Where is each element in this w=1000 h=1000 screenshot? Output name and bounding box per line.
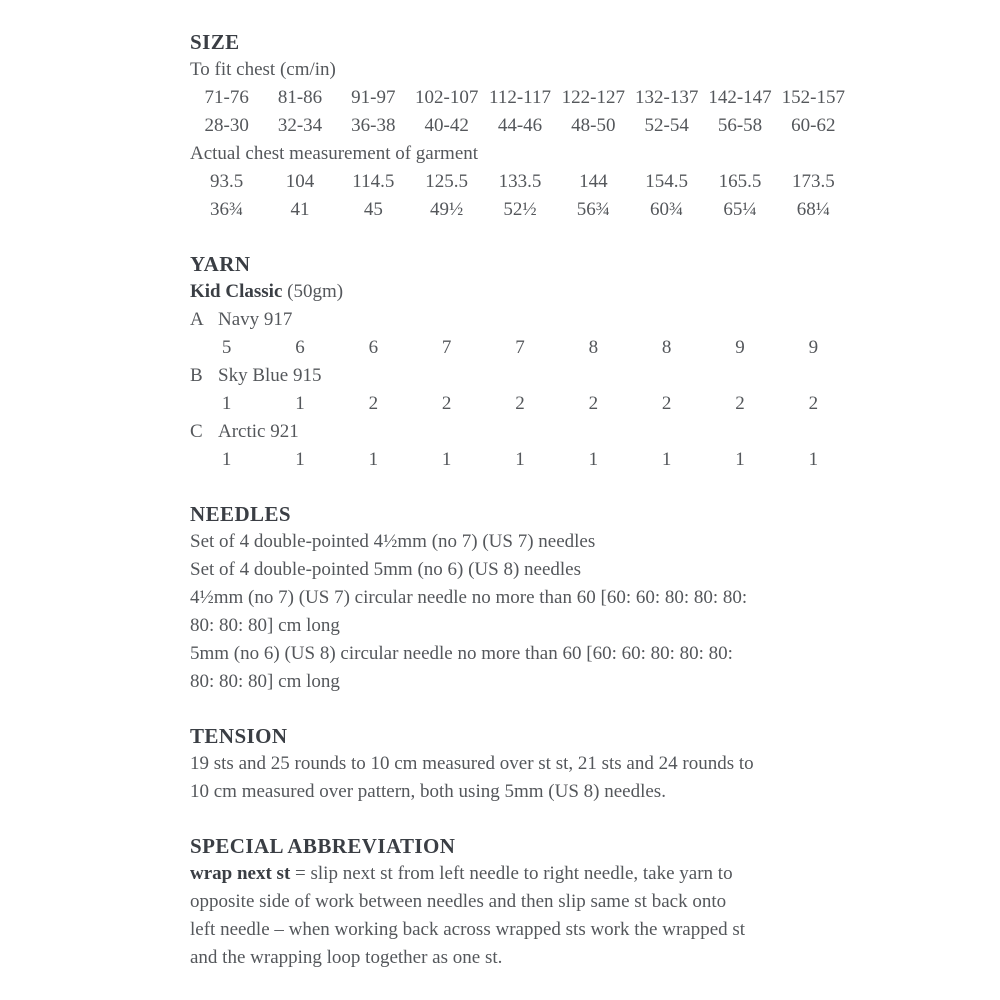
actual-chest-in-value: 41	[290, 199, 310, 220]
yarn-color-c-letter: C	[190, 421, 203, 442]
fit-chest-in-value: 44-46	[497, 115, 543, 136]
fit-chest-in-value: 28-30	[204, 115, 249, 136]
size-heading: SIZE	[190, 30, 240, 54]
tension-text-line: 10 cm measured over pattern, both using 5mm (US 8) needles.	[190, 781, 666, 802]
yarn-quantity-value: 8	[661, 337, 672, 358]
yarn-color-a-name: Navy 917	[218, 309, 293, 330]
yarn-quantity-value: 1	[221, 393, 232, 414]
yarn-quantity-value: 1	[588, 449, 599, 470]
actual-chest-cm-value: 144	[579, 171, 608, 192]
abbreviation-text-line: and the wrapping loop together as one st.	[190, 947, 503, 968]
yarn-quantity-value: 1	[661, 449, 672, 470]
yarn-quantity-value: 5	[221, 337, 232, 358]
yarn-quantity-value: 1	[735, 449, 745, 470]
tension-text	[190, 750, 870, 806]
yarn-color-c-name: Arctic 921	[218, 421, 299, 442]
special-abbreviation-section	[190, 832, 870, 972]
fit-chest-in-row	[190, 112, 850, 140]
yarn-quantity-value: 1	[441, 449, 452, 470]
fit-chest-cm-value: 91-97	[351, 87, 396, 108]
yarn-name: Kid Classic	[190, 281, 283, 302]
fit-chest-in-value: 56-58	[717, 115, 763, 136]
actual-chest-cm-value: 154.5	[645, 171, 689, 192]
size-section	[190, 28, 870, 224]
tension-heading: TENSION	[190, 724, 288, 748]
actual-chest-label: Actual chest measurement of garment	[190, 143, 479, 164]
yarn-quantity-value: 2	[735, 393, 745, 414]
yarn-color-a-label	[190, 306, 870, 334]
fit-chest-cm-value: 81-86	[277, 87, 323, 108]
abbreviation-definition-rest	[190, 888, 870, 972]
fit-chest-cm-value: 142-147	[708, 87, 772, 108]
yarn-quantity-value: 1	[295, 449, 305, 470]
fit-chest-in-value: 40-42	[424, 115, 469, 136]
fit-chest-cm-value: 112-117	[489, 87, 551, 108]
yarn-quantity-value: 1	[515, 449, 525, 470]
abbreviation-definition-first-line	[190, 860, 870, 888]
yarn-color-c-quantities-row	[190, 446, 850, 474]
actual-chest-in-value: 36¾	[210, 199, 244, 220]
tension-section	[190, 722, 870, 806]
yarn-heading: YARN	[190, 252, 251, 276]
fit-chest-in-value: 36-38	[351, 115, 396, 136]
needles-text-line: Set of 4 double-pointed 4½mm (no 7) (US 7) needles	[190, 531, 596, 552]
yarn-color-b-label	[190, 362, 870, 390]
actual-chest-in-value: 49½	[430, 199, 464, 220]
needles-section	[190, 500, 870, 696]
actual-chest-cm-value: 173.5	[791, 171, 835, 192]
needles-heading: NEEDLES	[190, 502, 291, 526]
yarn-quantity-value: 1	[368, 449, 379, 470]
fit-chest-in-value: 32-34	[277, 115, 323, 136]
yarn-quantity-value: 6	[295, 337, 305, 358]
actual-chest-cm-row	[190, 168, 850, 196]
yarn-quantity-value: 2	[588, 393, 599, 414]
needles-text-line: 80: 80: 80] cm long	[190, 615, 340, 636]
actual-chest-in-row	[190, 196, 850, 224]
needles-text-line: 4½mm (no 7) (US 7) circular needle no more than 60 [60: 60: 80: 80: 80:	[190, 587, 748, 608]
fit-chest-cm-value: 71-76	[204, 87, 249, 108]
needles-text	[190, 528, 870, 696]
actual-chest-cm-value: 165.5	[718, 171, 762, 192]
needles-text-line: Set of 4 double-pointed 5mm (no 6) (US 8) needles	[190, 559, 582, 580]
yarn-color-c-label	[190, 418, 870, 446]
actual-chest-in-value: 52½	[503, 199, 537, 220]
yarn-color-b-quantities-row	[190, 390, 850, 418]
yarn-quantity-value: 7	[441, 337, 452, 358]
yarn-quantity-value: 1	[295, 393, 305, 414]
actual-chest-cm-value: 93.5	[210, 171, 244, 192]
yarn-quantity-value: 9	[735, 337, 745, 358]
fit-chest-label: To fit chest (cm/in)	[190, 59, 336, 80]
special-abbreviation-heading: SPECIAL ABBREVIATION	[190, 834, 456, 858]
actual-chest-cm-value: 114.5	[352, 171, 395, 192]
yarn-quantity-value: 1	[221, 449, 232, 470]
yarn-quantity-value: 2	[441, 393, 452, 414]
yarn-color-b-letter: B	[190, 365, 203, 386]
yarn-name-line	[190, 278, 870, 306]
actual-chest-cm-value: 125.5	[425, 171, 469, 192]
actual-chest-in-value: 45	[363, 199, 383, 220]
fit-chest-cm-row	[190, 84, 850, 112]
yarn-color-a-letter: A	[190, 309, 204, 330]
yarn-quantity-value: 7	[515, 337, 525, 358]
needles-text-line: 5mm (no 6) (US 8) circular needle no more than 60 [60: 60: 80: 80: 80:	[190, 643, 733, 664]
yarn-quantity-value: 2	[515, 393, 525, 414]
abbreviation-text-line: left needle – when working back across wrapped sts work the wrapped st	[190, 919, 746, 940]
fit-chest-in-value: 60-62	[791, 115, 836, 136]
actual-chest-in-value: 68¼	[796, 199, 830, 220]
actual-chest-in-value: 60¾	[650, 199, 684, 220]
abbreviation-term: wrap next st	[190, 863, 291, 884]
tension-text-line: 19 sts and 25 rounds to 10 cm measured over st st, 21 sts and 24 rounds to	[190, 753, 754, 774]
yarn-quantity-value: 8	[588, 337, 599, 358]
yarn-quantity-value: 1	[808, 449, 819, 470]
fit-chest-cm-value: 102-107	[415, 87, 479, 108]
fit-chest-cm-value: 122-127	[561, 87, 625, 108]
yarn-quantity-value: 9	[808, 337, 819, 358]
yarn-color-b-name: Sky Blue 915	[218, 365, 322, 386]
fit-chest-cm-value: 132-137	[635, 87, 699, 108]
yarn-color-a-quantities-row	[190, 334, 850, 362]
abbreviation-definition-start: = slip next st from left needle to right needle, take yarn to	[290, 863, 733, 884]
actual-chest-in-value: 56¾	[576, 199, 610, 220]
fit-chest-cm-value: 152-157	[781, 87, 845, 108]
needles-text-line: 80: 80: 80] cm long	[190, 671, 340, 692]
yarn-quantity-value: 2	[368, 393, 379, 414]
yarn-weight-note: (50gm)	[282, 281, 344, 302]
actual-chest-in-value: 65¼	[723, 199, 757, 220]
yarn-quantity-value: 6	[368, 337, 379, 358]
yarn-quantity-value: 2	[808, 393, 819, 414]
fit-chest-in-value: 48-50	[571, 115, 616, 136]
abbreviation-text-line: opposite side of work between needles and then slip same st back onto	[190, 891, 727, 912]
fit-chest-in-value: 52-54	[644, 115, 689, 136]
actual-chest-cm-value: 104	[285, 171, 315, 192]
yarn-section	[190, 250, 870, 474]
actual-chest-cm-value: 133.5	[498, 171, 542, 192]
yarn-quantity-value: 2	[661, 393, 672, 414]
